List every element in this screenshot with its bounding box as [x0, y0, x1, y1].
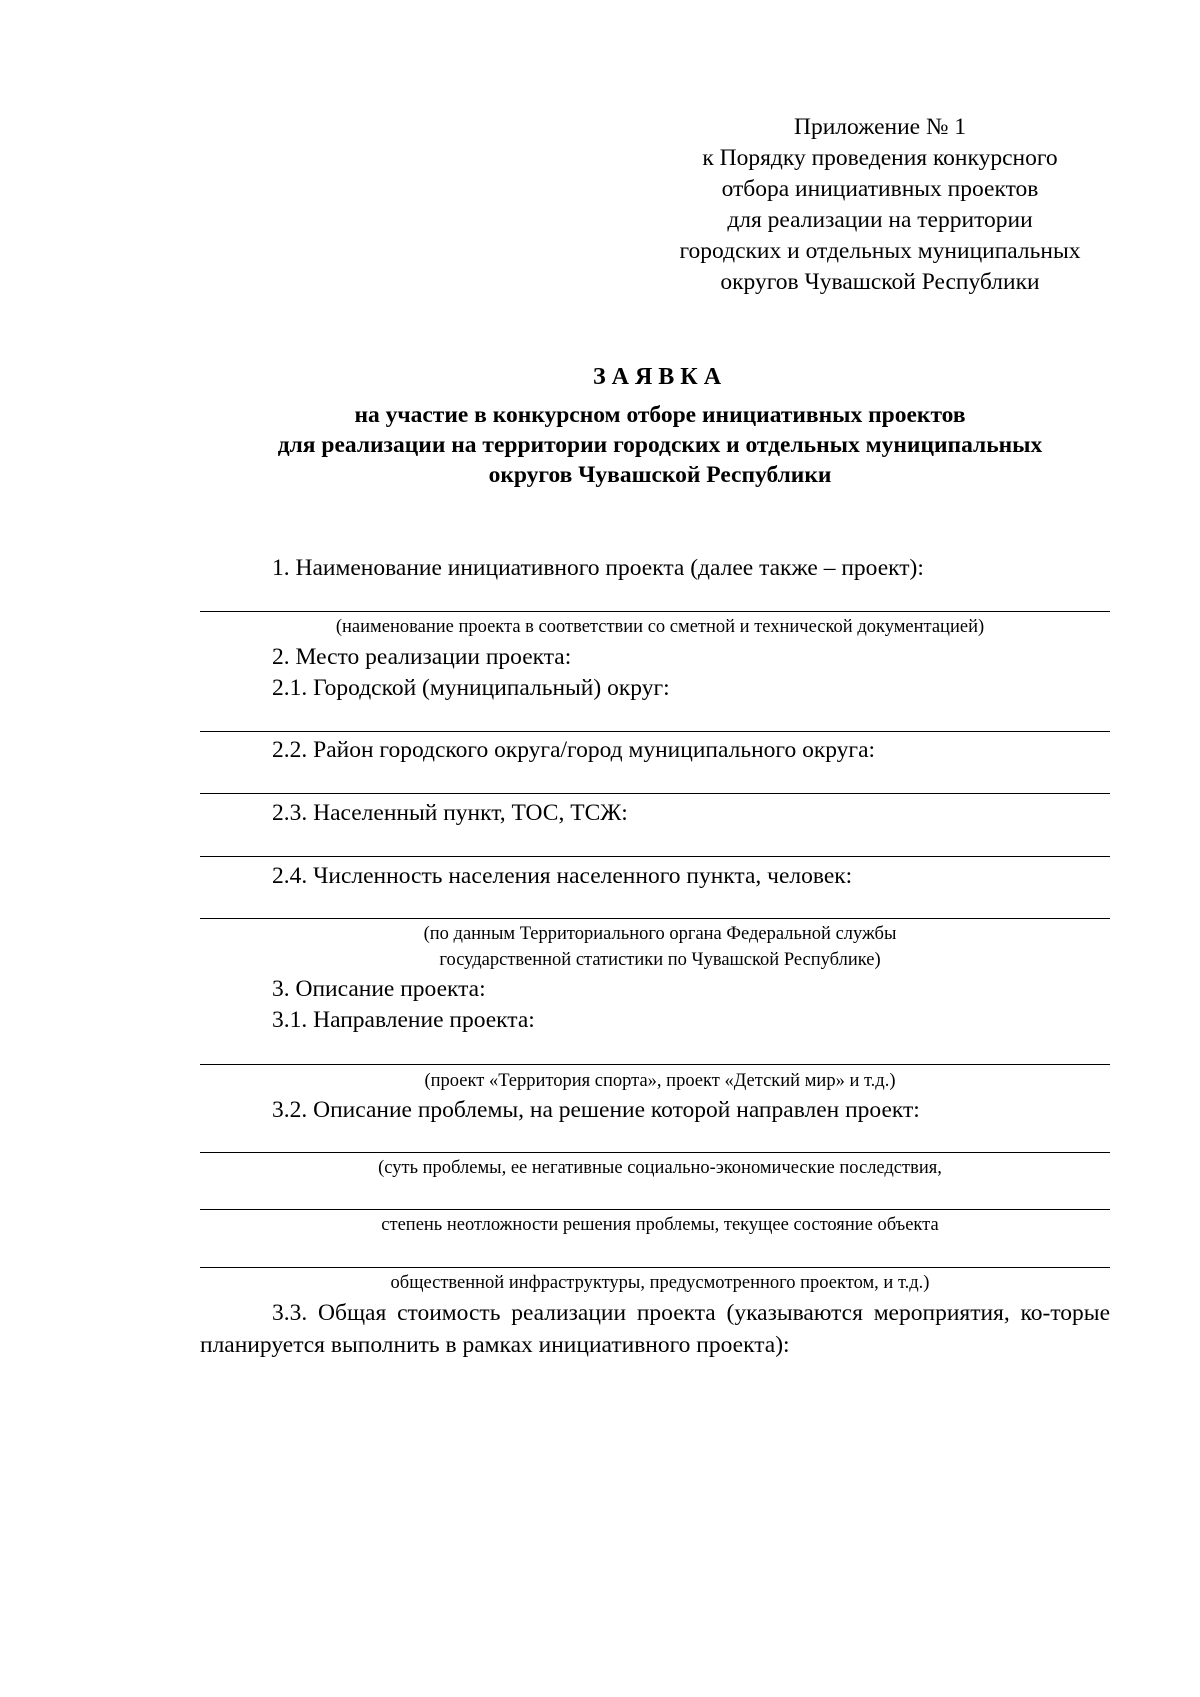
item-3-2-fill-line-3[interactable]	[200, 1267, 1110, 1268]
item-3-2-hint-line1: (суть проблемы, ее негативные социально-экономические последствия,	[378, 1158, 942, 1178]
item-2-1-fill-line[interactable]	[200, 731, 1110, 732]
document-title	[200, 362, 1120, 490]
item-3-1-hint: (проект «Территория спорта», проект «Детский мир» и т.д.)	[424, 1071, 896, 1091]
item-1-hint: (наименование проекта в соответствии со сметной и технической документацией)	[335, 617, 985, 637]
appendix-line: округов Чувашской Республики	[720, 269, 1040, 295]
item-3-2-hint-line3: общественной инфраструктуры, предусмотренного проектом, и т.д.)	[390, 1273, 930, 1293]
item-2-2-fill-line[interactable]	[200, 793, 1110, 794]
item-3-label: 3. Описание проекта:	[272, 976, 486, 1002]
title-line: округов Чувашской Республики	[488, 462, 832, 488]
item-2-1-label: 2.1. Городской (муниципальный) округ:	[272, 675, 670, 701]
item-3-2-fill-line-1[interactable]	[200, 1152, 1110, 1153]
item-2-2-label: 2.2. Район городского округа/город муниципального округа:	[272, 737, 876, 763]
appendix-line: городских и отдельных муниципальных	[679, 238, 1081, 264]
item-3-2-hint-line2: степень неотложности решения проблемы, текущее состояние объекта	[381, 1215, 939, 1235]
item-2-4-fill-line[interactable]	[200, 918, 1110, 919]
item-1-fill-line[interactable]	[200, 611, 1110, 612]
appendix-header	[640, 112, 1120, 298]
appendix-line: для реализации на территории	[727, 207, 1033, 233]
item-3-2-fill-line-2[interactable]	[200, 1209, 1110, 1210]
item-3-3-paragraph: 3.3. Общая стоимость реализации проекта (указываются мероприятия, ко-торые планируется выполнить в рамках инициативного проекта):	[200, 1300, 1110, 1358]
item-3-2-label: 3.2. Описание проблемы, на решение которой направлен проект:	[272, 1097, 920, 1123]
item-2-3-label: 2.3. Населенный пункт, ТОС, ТСЖ:	[272, 800, 628, 826]
item-1-label: 1. Наименование инициативного проекта (далее также – проект):	[272, 555, 924, 581]
appendix-line: Приложение № 1	[793, 114, 967, 140]
appendix-line: отбора инициативных проектов	[721, 176, 1039, 202]
item-2-4-hint-line2: государственной статистики по Чувашской Республике)	[439, 950, 881, 970]
item-2-3-fill-line[interactable]	[200, 856, 1110, 857]
item-2-4-hint-line1: (по данным Территориального органа Федеральной службы	[423, 924, 897, 944]
item-2-label: 2. Место реализации проекта:	[272, 644, 572, 670]
item-2-4-label: 2.4. Численность населения населенного пункта, человек:	[272, 863, 853, 889]
item-3-1-label: 3.1. Направление проекта:	[272, 1007, 535, 1033]
item-3-1-fill-line[interactable]	[200, 1064, 1110, 1065]
title-line: на участие в конкурсном отборе инициативных проектов	[354, 402, 966, 428]
title-line: для реализации на территории городских и отдельных муниципальных	[277, 432, 1043, 458]
title-main: ЗАЯВКА	[592, 364, 728, 390]
appendix-line: к Порядку проведения конкурсного	[702, 145, 1058, 171]
